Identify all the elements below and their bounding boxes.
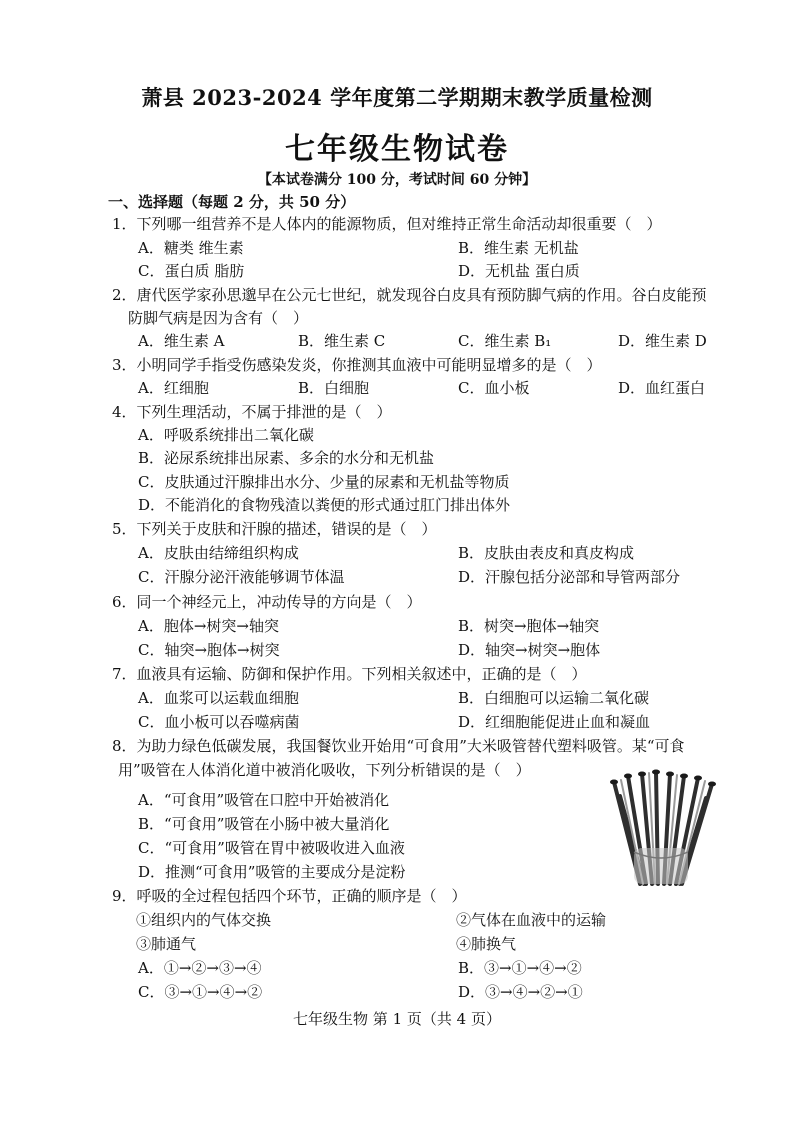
q5-option-c: C．汗腺分泌汗液能够调节体温	[138, 568, 345, 586]
q8-option-a: A．“可食用”吸管在口腔中开始被消化	[138, 791, 390, 809]
q1-option-b: B．维生素 无机盐	[458, 239, 579, 257]
q4-option-d: D．不能消化的食物残渣以粪便的形式通过肛门排出体外	[138, 496, 511, 514]
page-footer: 七年级生物 第 1 页（共 4 页）	[293, 1010, 501, 1028]
q3-option-a: A．红细胞	[138, 379, 209, 397]
q6-option-a: A．胞体→树突→轴突	[138, 617, 279, 635]
q9-item-4: ④肺换气	[456, 935, 517, 953]
q7-option-b: B．白细胞可以运输二氧化碳	[458, 689, 650, 707]
q2-option-d: D．维生素 D	[618, 332, 707, 350]
q5-option-b: B．皮肤由表皮和真皮构成	[458, 544, 635, 562]
q8-option-c: C．“可食用”吸管在胃中被吸收进入血液	[138, 839, 405, 857]
q7-option-d: D．红细胞能促进止血和凝血	[458, 713, 651, 731]
q8-stem-cont: 用”吸管在人体消化道中被消化吸收，下列分析错误的是（ ）	[118, 761, 531, 779]
q5-stem: 5．下列关于皮肤和汗腺的描述，错误的是（ ）	[112, 520, 437, 538]
q7-stem: 7．血液具有运输、防御和保护作用。下列相关叙述中，正确的是（ ）	[112, 665, 587, 683]
q9-item-2: ②气体在血液中的运输	[456, 911, 607, 929]
section-title: 一、选择题（每题 2 分，共 50 分）	[108, 193, 356, 211]
q4-stem: 4．下列生理活动，不属于排泄的是（ ）	[112, 403, 392, 421]
q9-item-3: ③肺通气	[136, 935, 197, 953]
q8-stem: 8．为助力绿色低碳发展，我国餐饮业开始用“可食用”大米吸管替代塑料吸管。某“可食	[112, 737, 685, 755]
exam-note: 【本试卷满分 100 分，考试时间 60 分钟】	[257, 172, 537, 188]
q9-item-1: ①组织内的气体交换	[136, 911, 272, 929]
q6-stem: 6．同一个神经元上，冲动传导的方向是（ ）	[112, 593, 422, 611]
q2-option-c: C．维生素 B₁	[458, 332, 552, 350]
q1-option-a: A．糖类 维生素	[138, 239, 244, 257]
q6-option-d: D．轴突→树突→胞体	[458, 641, 601, 659]
edible-straws-image	[600, 768, 728, 888]
q6-option-c: C．轴突→胞体→树突	[138, 641, 280, 659]
q8-option-b: B．“可食用”吸管在小肠中被大量消化	[138, 815, 390, 833]
q9-option-a: A．①→②→③→④	[138, 959, 262, 977]
q2-option-b: B．维生素 C	[298, 332, 386, 350]
q4-option-c: C．皮肤通过汗腺排出水分、少量的尿素和无机盐等物质	[138, 473, 510, 491]
q3-option-c: C．血小板	[458, 379, 530, 397]
q3-option-b: B．白细胞	[298, 379, 370, 397]
q7-option-c: C．血小板可以吞噬病菌	[138, 713, 300, 731]
q9-option-c: C．③→①→④→②	[138, 983, 263, 1001]
q3-stem: 3．小明同学手指受伤感染发炎，你推测其血液中可能明显增多的是（ ）	[112, 356, 602, 374]
q5-option-d: D．汗腺包括分泌部和导管两部分	[458, 568, 681, 586]
q2-stem: 2．唐代医学家孙思邈早在公元七世纪，就发现谷白皮具有预防脚气病的作用。谷白皮能预	[112, 286, 707, 304]
q3-option-d: D．血红蛋白	[618, 379, 706, 397]
q1-option-c: C．蛋白质 脂肪	[138, 262, 245, 280]
q4-option-a: A．呼吸系统排出二氧化碳	[138, 426, 314, 444]
exam-subtitle: 七年级生物试卷	[285, 132, 509, 167]
q9-option-b: B．③→①→④→②	[458, 959, 582, 977]
q1-stem: 1．下列哪一组营养不是人体内的能源物质，但对维持正常生命活动却很重要（ ）	[112, 215, 662, 233]
q6-option-b: B．树突→胞体→轴突	[458, 617, 600, 635]
q2-option-a: A．维生素 A	[138, 332, 225, 350]
exam-title: 萧县 2023-2024 学年度第二学期期末教学质量检测	[141, 85, 653, 110]
q1-option-d: D．无机盐 蛋白质	[458, 262, 580, 280]
q9-stem: 9．呼吸的全过程包括四个环节，正确的顺序是（ ）	[112, 887, 467, 905]
q8-option-d: D．推测“可食用”吸管的主要成分是淀粉	[138, 863, 406, 881]
q9-option-d: D．③→④→②→①	[458, 983, 583, 1001]
q4-option-b: B．泌尿系统排出尿素、多余的水分和无机盐	[138, 449, 435, 467]
q2-stem-cont: 防脚气病是因为含有（ ）	[128, 309, 309, 327]
q5-option-a: A．皮肤由结缔组织构成	[138, 544, 299, 562]
q7-option-a: A．血浆可以运载血细胞	[138, 689, 299, 707]
